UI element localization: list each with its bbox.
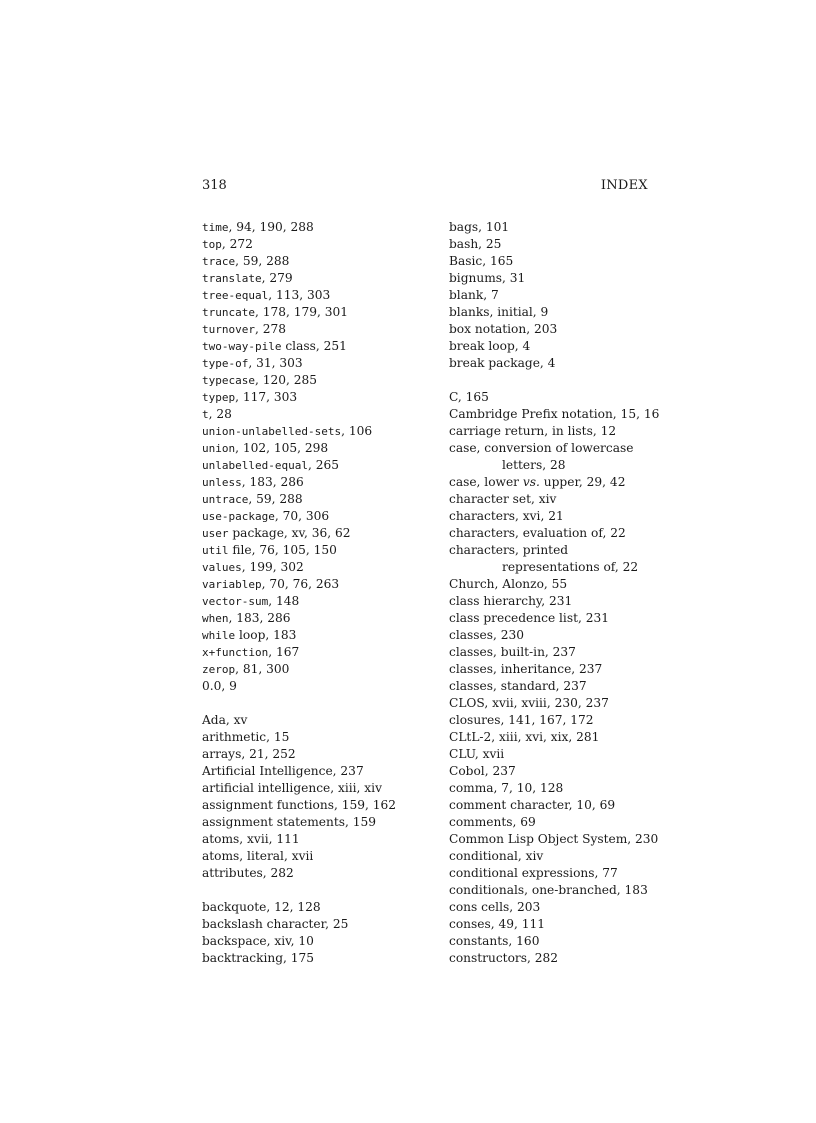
index-entry: conditionals, one-branched, 183	[449, 883, 648, 897]
entry-code-term: util	[202, 544, 229, 557]
entry-code-term: time	[202, 221, 229, 234]
index-entry: cons cells, 203	[449, 900, 541, 914]
entry-text: upper, 29, 42	[539, 475, 626, 489]
index-entry	[202, 508, 432, 525]
entry-code-term: zerop	[202, 663, 236, 676]
index-entry	[202, 627, 432, 644]
entry-code-term: translate	[202, 272, 262, 285]
entry-text: , 183, 286	[241, 475, 304, 489]
index-entry	[202, 644, 432, 661]
entry-code-term: type-of	[202, 357, 249, 370]
index-entry: CLtL-2, xiii, xvi, xix, 281	[449, 730, 600, 744]
entry-code-term: turnover	[202, 323, 255, 336]
index-entry: characters, evaluation of, 22	[449, 526, 626, 540]
index-entry	[202, 661, 432, 678]
index-entry	[202, 270, 432, 287]
index-entry: Common Lisp Object System, 230	[449, 832, 659, 846]
entry-text: , 28	[208, 407, 232, 421]
index-entry: Basic, 165	[449, 254, 514, 268]
index-entry	[202, 440, 432, 457]
entry-code-term: untrace	[202, 493, 249, 506]
index-entry: conditional expressions, 77	[449, 866, 618, 880]
entry-text: , 70, 76, 263	[261, 577, 340, 591]
index-entry: class precedence list, 231	[449, 611, 609, 625]
index-entry: blanks, initial, 9	[449, 305, 549, 319]
entry-code-term: truncate	[202, 306, 255, 319]
entry-text: Ada, xv	[202, 713, 248, 727]
index-entry: CLOS, xvii, xviii, 230, 237	[449, 696, 609, 710]
index-entry	[202, 236, 432, 253]
entry-code-term: typep	[202, 391, 236, 404]
entry-code-term: union	[202, 442, 236, 455]
index-entry	[202, 474, 432, 491]
section-gap	[202, 695, 432, 712]
entry-text: Artificial Intelligence, 237	[202, 764, 364, 778]
entry-text: case, lower	[449, 475, 523, 489]
entry-text: assignment statements, 159	[202, 815, 377, 829]
entry-text: backslash character, 25	[202, 917, 349, 931]
entry-text: , 31, 303	[248, 356, 303, 370]
entry-text: , 183, 286	[228, 611, 291, 625]
index-entry: blank, 7	[449, 288, 499, 302]
entry-text: 0.0, 9	[202, 679, 237, 693]
index-entry	[202, 304, 432, 321]
entry-code-term: tree-equal	[202, 289, 269, 302]
index-entry	[202, 763, 432, 780]
index-entry	[202, 559, 432, 576]
entry-italic: vs.	[522, 475, 540, 489]
index-entry	[202, 814, 432, 831]
index-entry	[202, 253, 432, 270]
entry-text: , 59, 288	[235, 254, 290, 268]
index-entry	[202, 423, 432, 440]
entry-text: arithmetic, 15	[202, 730, 290, 744]
index-entry: conses, 49, 111	[449, 917, 546, 931]
index-entry	[202, 950, 432, 967]
entry-text: backtracking, 175	[202, 951, 315, 965]
entry-code-term: x+function	[202, 646, 269, 659]
index-entry: comma, 7, 10, 128	[449, 781, 564, 795]
entry-text: , 113, 303	[268, 288, 331, 302]
entry-code-term: two-way-pile	[202, 340, 282, 353]
index-entry	[202, 848, 432, 865]
index-entry: carriage return, in lists, 12	[449, 424, 617, 438]
index-entry: bash, 25	[449, 237, 502, 251]
entry-code-term: user	[202, 527, 229, 540]
section-gap	[449, 372, 659, 389]
index-entry	[202, 729, 432, 746]
index-entry: CLU, xvii	[449, 747, 505, 761]
entry-code-term: union-unlabelled-sets	[202, 425, 342, 438]
index-entry	[202, 865, 432, 882]
entry-text: backspace, xiv, 10	[202, 934, 314, 948]
page-number: 318	[202, 178, 227, 193]
entry-text: backquote, 12, 128	[202, 900, 321, 914]
index-entry	[202, 287, 432, 304]
entry-text: class, 251	[281, 339, 347, 353]
index-entry: comments, 69	[449, 815, 536, 829]
entry-text: arrays, 21, 252	[202, 747, 296, 761]
index-entry: box notation, 203	[449, 322, 558, 336]
index-entry	[202, 338, 432, 355]
entry-text: file, 76, 105, 150	[228, 543, 337, 557]
index-entry	[202, 389, 432, 406]
entry-text: , 59, 288	[248, 492, 303, 506]
index-entry	[202, 933, 432, 950]
index-entry: C, 165	[449, 390, 489, 404]
entry-code-term: values	[202, 561, 242, 574]
index-entry: bignums, 31	[449, 271, 526, 285]
index-column-left	[202, 219, 432, 967]
index-entry	[202, 355, 432, 372]
index-entry: classes, 230	[449, 628, 524, 642]
index-entry: case, conversion of lowercase letters, 28	[449, 441, 634, 472]
index-entry: character set, xiv	[449, 492, 557, 506]
entry-text: , 70, 306	[274, 509, 330, 523]
section-gap	[202, 882, 432, 899]
index-entry: Cambridge Prefix notation, 15, 16	[449, 407, 660, 421]
entry-text: , 265	[307, 458, 339, 472]
index-entry	[202, 712, 432, 729]
entry-text: attributes, 282	[202, 866, 294, 880]
entry-text: loop, 183	[235, 628, 297, 642]
index-entry: Cobol, 237	[449, 764, 516, 778]
entry-text: , 81, 300	[235, 662, 290, 676]
index-entry: class hierarchy, 231	[449, 594, 573, 608]
index-entry	[202, 219, 432, 236]
index-entry: Church, Alonzo, 55	[449, 577, 568, 591]
index-entry	[202, 321, 432, 338]
entry-text: , 178, 179, 301	[254, 305, 349, 319]
index-entry	[202, 780, 432, 797]
index-entry: classes, standard, 237	[449, 679, 587, 693]
entry-code-term: typecase	[202, 374, 255, 387]
index-entry: characters, printed representations of, 22	[449, 543, 639, 574]
entry-code-term: unless	[202, 476, 242, 489]
index-entry: bags, 101	[449, 220, 510, 234]
index-entry: characters, xvi, 21	[449, 509, 564, 523]
index-entry	[202, 916, 432, 933]
index-entry	[202, 457, 432, 474]
index-entry: classes, built-in, 237	[449, 645, 576, 659]
entry-text: , 120, 285	[254, 373, 318, 387]
entry-text: , 148	[268, 594, 300, 608]
entry-text: , 94, 190, 288	[228, 220, 314, 234]
index-entry	[202, 576, 432, 593]
index-entry	[202, 797, 432, 814]
index-entry: conditional, xiv	[449, 849, 544, 863]
entry-text: atoms, xvii, 111	[202, 832, 300, 846]
entry-text: package, xv, 36, 62	[228, 526, 351, 540]
entry-text: artificial intelligence, xiii, xiv	[202, 781, 382, 795]
entry-text: , 279	[261, 271, 293, 285]
entry-text: , 102, 105, 298	[235, 441, 329, 455]
index-entry: break loop, 4	[449, 339, 531, 353]
entry-text: , 106	[341, 424, 373, 438]
index-entry: constants, 160	[449, 934, 540, 948]
index-entry	[202, 831, 432, 848]
index-entry	[202, 491, 432, 508]
index-entry	[202, 406, 432, 423]
entry-text: , 278	[254, 322, 286, 336]
entry-text: , 199, 302	[241, 560, 304, 574]
index-entry	[202, 899, 432, 916]
page-header	[202, 177, 648, 195]
entry-code-term: variablep	[202, 578, 262, 591]
entry-text: atoms, literal, xvii	[202, 849, 314, 863]
entry-code-term: top	[202, 238, 222, 251]
entry-code-term: t	[202, 408, 209, 421]
index-entry: closures, 141, 167, 172	[449, 713, 594, 727]
index-entry: break package, 4	[449, 356, 556, 370]
index-entry	[202, 746, 432, 763]
index-entry: constructors, 282	[449, 951, 558, 965]
index-entry: classes, inheritance, 237	[449, 662, 603, 676]
index-entry	[202, 542, 432, 559]
entry-code-term: unlabelled-equal	[202, 459, 308, 472]
entry-code-term: trace	[202, 255, 236, 268]
entry-code-term: vector-sum	[202, 595, 269, 608]
entry-text: , 167	[268, 645, 300, 659]
running-head: INDEX	[600, 178, 648, 193]
entry-code-term: while	[202, 629, 236, 642]
index-column-right	[449, 219, 659, 967]
entry-text: , 272	[221, 237, 253, 251]
index-entry: comment character, 10, 69	[449, 798, 616, 812]
index-entry	[202, 525, 432, 542]
index-entry	[202, 678, 432, 695]
entry-text: assignment functions, 159, 162	[202, 798, 397, 812]
entry-code-term: use-package	[202, 510, 275, 523]
index-entry	[202, 372, 432, 389]
entry-text: , 117, 303	[235, 390, 298, 404]
index-entry	[449, 474, 659, 491]
index-entry	[202, 610, 432, 627]
index-entry	[202, 593, 432, 610]
entry-code-term: when	[202, 612, 229, 625]
